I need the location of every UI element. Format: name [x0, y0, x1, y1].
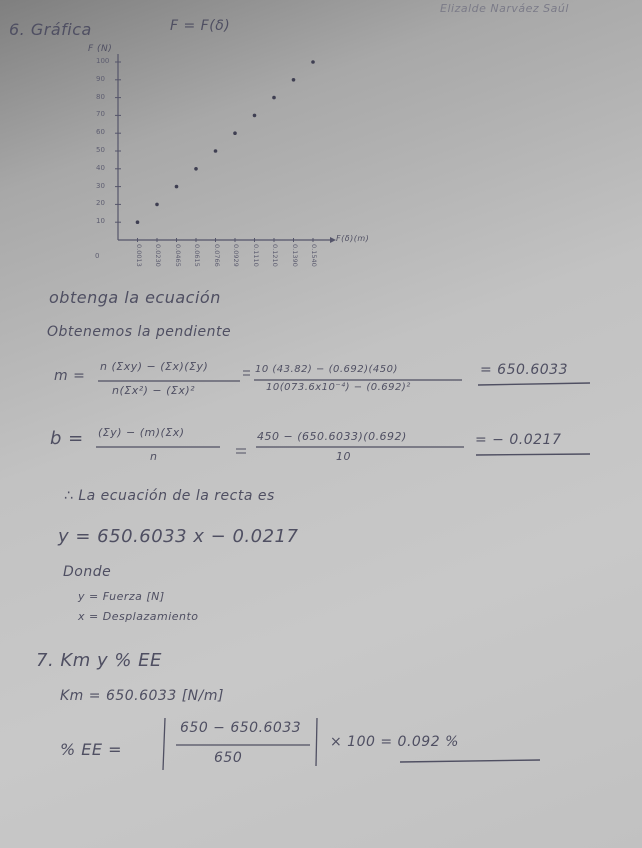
- m-substitution-numerator: 10 (43.82) − (0.692)(450): [255, 364, 398, 375]
- b-result: = − 0.0217: [475, 432, 562, 448]
- y-tick-label: 50: [96, 146, 105, 154]
- ee-result: × 100 = 0.092 %: [330, 734, 459, 750]
- abs-bar-right: [316, 718, 317, 766]
- y-tick-label: 80: [96, 92, 105, 101]
- problem-7-label: 7. Km y % EE: [36, 650, 162, 671]
- slope-heading: Obtenemos la pendiente: [47, 324, 232, 340]
- function-relation: F = F(δ): [170, 18, 231, 34]
- b-formula-denominator: n: [150, 450, 158, 463]
- x-tick-label: 0.1110: [251, 244, 260, 267]
- x-tick-label: 0.1390: [290, 244, 299, 267]
- line-equation: y = 650.6033 x − 0.0217: [58, 526, 299, 547]
- ee-denominator: 650: [214, 750, 243, 766]
- x-tick-label: 0.0615: [193, 244, 201, 267]
- km-value: Km = 650.6033 [N/m]: [60, 688, 224, 704]
- b-substitution-numerator: 450 − (650.6033)(0.692): [257, 430, 407, 443]
- student-name: Elizalde Narváez Saúl: [440, 2, 569, 15]
- m-substitution-denominator: 10(073.6x10⁻⁴) − (0.692)²: [266, 382, 411, 393]
- m-result: = 650.6033: [480, 362, 568, 378]
- y-tick-label: 30: [96, 181, 105, 190]
- b-lhs: b =: [50, 428, 84, 449]
- y-tick-label: 90: [96, 74, 105, 83]
- b-substitution-denominator: 10: [336, 450, 351, 463]
- ee-lhs: % EE =: [60, 740, 122, 759]
- abs-bar-left: [163, 718, 165, 770]
- problem-6-label: 6. Gráfica: [9, 20, 92, 39]
- x-definition: x = Desplazamiento: [78, 610, 199, 623]
- b-result-underline: [476, 454, 590, 455]
- x-tick-label: 0.0013: [134, 244, 143, 267]
- donde-label: Donde: [63, 564, 112, 580]
- y-tick-label: 10: [96, 217, 105, 226]
- m-lhs: m =: [54, 368, 86, 384]
- y-tick-label: 100: [96, 57, 110, 65]
- y-definition: y = Fuerza [N]: [78, 590, 165, 603]
- y-tick-label: 60: [96, 128, 105, 137]
- x-tick-label: 0.0230: [154, 244, 162, 267]
- m-formula-numerator: n (Σxy) − (Σx)(Σy): [100, 360, 209, 373]
- x-tick-label: 0.0929: [232, 244, 240, 267]
- m-formula-denominator: n(Σx²) − (Σx)²: [112, 384, 196, 397]
- x-axis-label: F(δ)(m): [336, 234, 370, 243]
- y-tick-label: 40: [96, 163, 105, 172]
- x-tick-label: 0.0465: [173, 244, 182, 267]
- obtain-equation-text: obtenga la ecuación: [49, 288, 221, 307]
- x-tick-label: 0.1210: [271, 244, 279, 267]
- y-tick-label: 70: [96, 110, 105, 119]
- b-formula-numerator: (Σy) − (m)(Σx): [98, 426, 185, 439]
- origin-label: 0: [95, 252, 100, 260]
- therefore-line: ∴ La ecuación de la recta es: [64, 488, 275, 504]
- ee-numerator: 650 − 650.6033: [180, 720, 302, 736]
- x-tick-label: 0.1540: [310, 244, 318, 267]
- y-tick-label: 20: [96, 199, 105, 208]
- m-result-underline: [478, 383, 590, 385]
- ee-result-underline: [400, 760, 540, 762]
- x-tick-label: 0.0766: [212, 244, 221, 267]
- y-axis-label: F (N): [88, 44, 113, 54]
